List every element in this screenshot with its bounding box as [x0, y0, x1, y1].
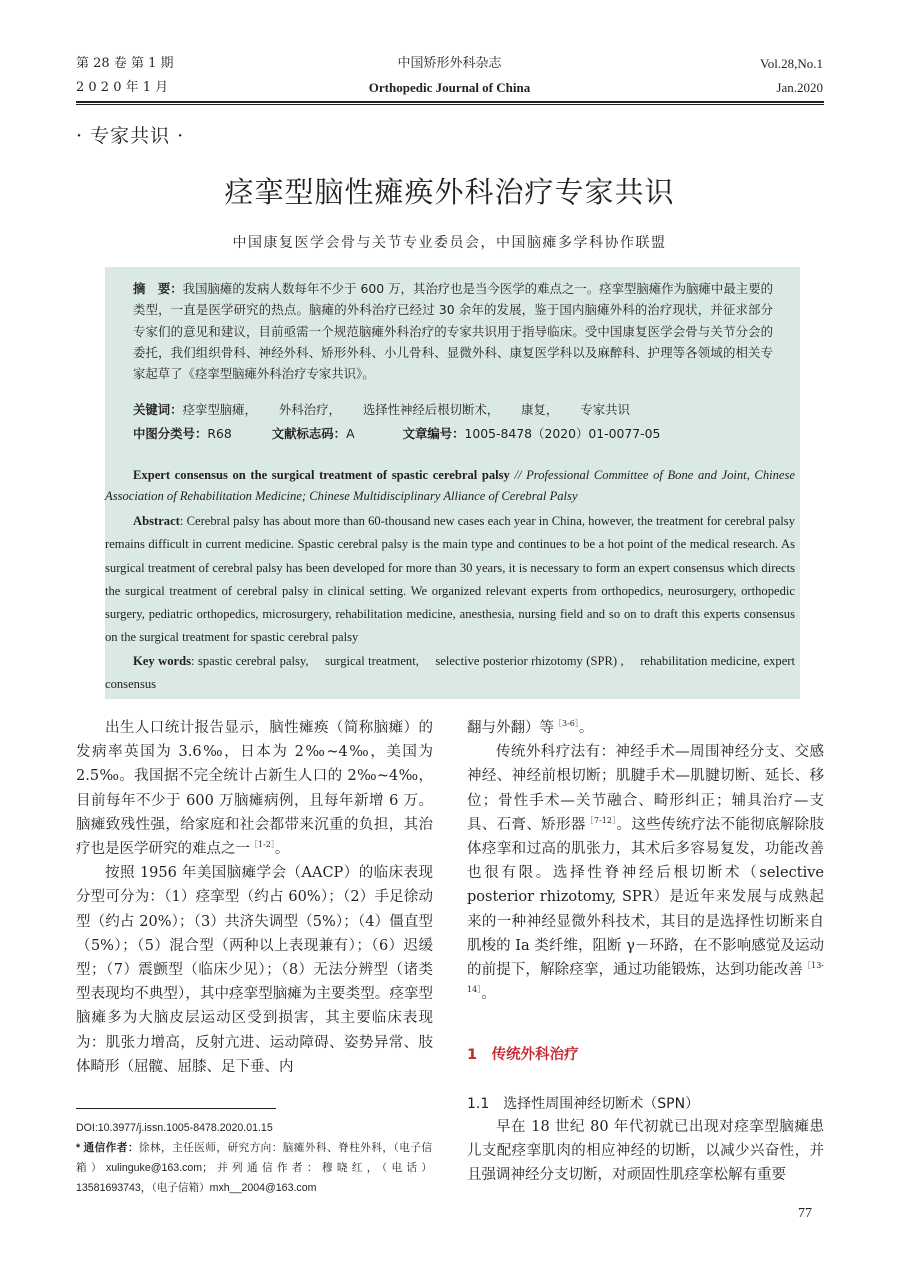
en-abstract-text: : Cerebral palsy has about more than 60-thousand new cases each year in China, however, the treatment for cerebral palsy remains difficult in current medicine. Spastic cerebral palsy is the main type and continues to be a hot point of the medical research. As surgical treatment of cerebral palsy has been developed for more than 30 years, it is necessary to form an expert consensus which directs the surgical treatment of cerebral palsy in clinical setting. We organized relevant experts from orthopedics, neurosurgery, orthopedic surgery, pediatric orthopedics, microsurgery, rehabilitation medicine, anesthesia, nursing field and so on to draft this experts consensus on the surgical treatment for spastic cerebral palsy	[105, 514, 795, 645]
header-date-en: Jan.2020	[776, 80, 823, 95]
paragraph-end: 。	[578, 720, 594, 736]
header-journal-en: Orthopedic Journal of China	[368, 80, 531, 95]
article-no-label: 文章编号：	[402, 426, 465, 441]
paragraph-text: 出生人口统计报告显示，脑性瘫痪（简称脑瘫）的发病率英国为 3.6‰，日本为 2‰~4‰，美国为 2.5‰。我国据不完全统计占新生人口的 2‰~4‰，目前每年不少于 600 万脑瘫病例，且每年新增 6 万。脑瘫致残性强，给家庭和社会都带来沉重的负担，其治疗也是医学研究的难点之一	[76, 720, 433, 858]
footnote-correspondence	[76, 1138, 432, 1198]
cn-keyword: 选择性神经后根切断术，	[362, 402, 500, 417]
header-vol-en: Vol.28,No.1	[760, 56, 823, 71]
section-label: · 专家共识 ·	[76, 125, 185, 147]
article-title: 痉挛型脑性瘫痪外科治疗专家共识	[224, 175, 675, 209]
citation: ［13-14］	[467, 961, 824, 995]
corr-text: 徐林，主任医师，研究方向：脑瘫外科、脊柱外科，（电子信箱）xulinguke@163.com；并列通信作者：穆晓红，（电话）13581693743，（电子信箱）mxh__2004@163.com	[76, 1142, 432, 1194]
paragraph	[467, 740, 824, 1006]
cn-classification	[133, 424, 660, 442]
cn-keyword: 外科治疗，	[278, 402, 341, 417]
header-journal-cn: 中国矫形外科杂志	[397, 56, 502, 71]
en-title: Expert consensus on the surgical treatment of spastic cerebral palsy	[133, 468, 510, 482]
body-right-column-cont	[467, 1115, 824, 1188]
footnote-rule	[76, 1108, 276, 1109]
en-abstract	[105, 510, 795, 650]
en-title-block	[105, 465, 795, 507]
authors: 中国康复医学会骨与关节专业委员会，中国脑瘫多学科协作联盟	[232, 235, 667, 251]
header-volume: 第 28 卷 第 1 期	[76, 56, 174, 71]
cn-abstract-label: 摘 要：	[133, 281, 183, 296]
en-keywords-label: Key words	[133, 654, 191, 668]
section-heading: 1 传统外科治疗	[467, 1047, 579, 1063]
cn-keywords	[133, 400, 630, 418]
cn-keyword: 痉挛型脑瘫，	[182, 402, 257, 417]
en-abstract-label: Abstract	[133, 514, 180, 528]
cn-abstract-text: 我国脑瘫的发病人数每年不少于 600 万，其治疗也是当今医学的难点之一。痉挛型脑瘫作为脑瘫中最主要的类型，一直是医学研究的热点。脑瘫的外科治疗已经过 30 余年的发展，鉴于国内脑瘫外科的治疗现状，并征求部分专家们的意见和建议，目前亟需一个规范脑瘫外科治疗的专家共识用于指导临床。受中国康复医学会骨与关节分会的委托，我们组织骨科、神经外科、矫形外科、小儿骨科、显微外科、康复医学科以及麻醉科、护理等各领域的相关专家起草了《痉挛型脑瘫外科治疗专家共识》。	[133, 281, 773, 382]
cn-keyword: 康复，	[521, 402, 559, 417]
clc-value: R68	[207, 426, 232, 441]
en-affiliation: // Professional Committee of Bone and Joint, Chinese Association of Rehabilitation Medicine; Chinese Multidisciplinary Alliance of Cerebral Palsy	[105, 468, 795, 503]
paragraph	[467, 716, 824, 740]
paragraph	[76, 716, 433, 861]
paragraph-end: 。	[274, 841, 290, 858]
cn-abstract	[133, 278, 773, 384]
subsection-heading: 1.1 选择性周围神经切断术（SPN）	[467, 1096, 700, 1112]
citation: ［7-12］	[585, 815, 617, 825]
paragraph-text: 传统外科疗法有：神经手术—周围神经分支、交感神经、神经前根切断；肌腱手术—肌腱切断、延长、移位；骨性手术—关节融合、畸形纠正；辅具治疗—支具、石膏、矫形器	[467, 744, 824, 833]
corr-label: * 通信作者：	[76, 1142, 139, 1154]
paragraph-text: 翻与外翻）等	[467, 720, 554, 736]
paragraph: 早在 18 世纪 80 年代初就已出现对痉挛型脑瘫患儿支配痉挛肌肉的相应神经的切断，以减少兴奋性，并且强调神经分支切断，对顽固性肌痉挛松解有重要	[467, 1119, 824, 1184]
citation: ［1-2］	[250, 840, 275, 850]
header-rule-thin	[76, 104, 824, 105]
paragraph-text: 。这些传统疗法不能彻底解除肢体痉挛和过高的肌张力，其术后多容易复发，功能改善也很有限。选择性脊神经后根切断术（selective posterior rhizotomy, SPR）是近年来发展与成熟起来的一种神经显微外科技术，其目的是选择性切断来自肌梭的 Ia 类纤维，阻断 γ－环路，在不影响感觉及运动的前提下，解除痉挛，通过功能锻炼，达到功能改善	[467, 816, 824, 979]
header-date: 2 0 2 0 年 1 月	[76, 80, 169, 95]
cn-keyword: 专家共识	[580, 402, 630, 417]
paragraph-end: 。	[481, 986, 496, 1003]
citation: ［3-6］	[554, 719, 579, 729]
header-rule	[76, 101, 824, 103]
cn-keywords-label: 关键词：	[133, 402, 183, 417]
en-keywords	[105, 650, 795, 696]
article-no-value: 1005-8478（2020）01-0077-05	[464, 426, 661, 441]
footnote-doi: DOI:10.3977/j.issn.1005-8478.2020.01.15	[76, 1122, 273, 1134]
page-number: 77	[798, 1206, 812, 1221]
en-keywords-text: : spastic cerebral palsy, surgical treatment, selective posterior rhizotomy (SPR) , rehabilitation medicine, expert consensus	[105, 654, 795, 691]
paragraph: 按照 1956 年美国脑瘫学会（AACP）的临床表现分型可分为：（1）痉挛型（约占 60%）；（2）手足徐动型（约占 20%）；（3）共济失调型（5%）；（4）僵直型（5%）；（5）混合型（两种以上表现兼有）；（6）迟缓型；（7）震颤型（临床少见）；（8）无法分辨型（诸类型表现均不典型），其中痉挛型脑瘫为主要类型。痉挛型脑瘫多为大脑皮层运动区受到损害，其主要临床表现为：肌张力增高，反射亢进、运动障碍、姿势异常、肢体畸形（屈髋、屈膝、足下垂、内	[76, 865, 433, 1075]
clc-label: 中图分类号：	[133, 426, 208, 441]
body-left-column	[76, 716, 433, 1079]
doc-code-label: 文献标志码：	[271, 426, 347, 441]
body-right-column	[467, 716, 824, 1006]
doc-code-value: A	[346, 426, 355, 441]
